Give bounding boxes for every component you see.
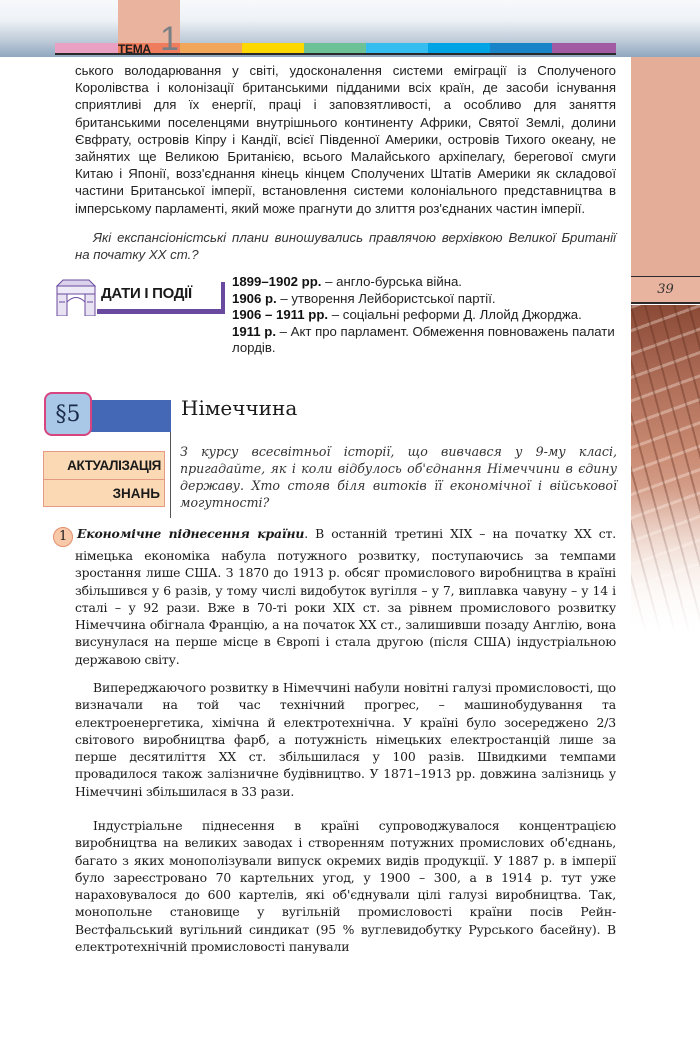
point-number-badge: 1 — [53, 527, 73, 547]
section-divider — [170, 432, 171, 518]
event-date: 1906 – 1911 рр. — [232, 307, 329, 322]
source-question-text: Які експансіоністські плани виношувались правлячою верхівкою Великої Британії на початку XX ст.? — [75, 230, 616, 263]
color-segment — [366, 43, 428, 53]
color-segment — [552, 43, 616, 53]
color-segment — [490, 43, 552, 53]
color-segment — [55, 43, 118, 53]
paragraph-1-text: . В останній третині XIX – на початку XX ст. німецька економіка набула потужного розвитку, поступаючись за темпами зростання лише США. З 1870 до 1913 р. обсяг промислового виробництва в країні збільшився у 6 разів, у тому числі видобуток вугілля – у 7, виплавка чавуну – у 14 і сталі – у 92 рази. Вже в 70-ті роки XIX ст. за рівнем промислового розвитку Німеччина обігнала Францію, а на початок XX ст., залишивши позаду Англію, вона висунулася на перше місце в Європі і стала другою (після США) індустріальною державою світу. — [75, 526, 616, 667]
side-margin-strip — [631, 57, 700, 277]
source-quote-text: ського володарювання у світі, удосконалення системи еміграції із Сполученого Королівства і колонізації британськими підданими всіх країн, де засоби існування сприятливі для їх енергії, праці і заповзятливості, а особливо для заняття британськими поселенцями внутрішнього континенту Африки, Святої Землі, долини Євфрату, островів Кіпру і Кандії, всієї Південної Америки, островів Тихого океану, не зайнятих ще Великою Британією, всього Малайського архіпелагу, берегової смуги Китаю і Японії, возз'єднання кінець кінцем Сполучених Штатів Америки як складової частини Британської імперії, встановлення системи колоніального представництва в імперському парламенті, який може прагнути до злиття роз'єднаних частин імперії. — [75, 63, 616, 216]
dates-events-label: ДАТИ І ПОДІЇ — [101, 285, 192, 302]
event-date: 1911 р. — [232, 323, 276, 339]
event-text: – соціальні реформи Д. Ллойд Джорджа. — [328, 307, 582, 322]
event-date: 1899–1902 рр. — [232, 274, 322, 289]
events-list — [232, 274, 627, 357]
topic-number: 1 — [160, 20, 179, 58]
topic-label: ТЕМА — [118, 42, 151, 56]
source-question — [75, 229, 616, 263]
badge-underline — [97, 309, 225, 314]
event-text: – англо-бурська війна. — [321, 274, 462, 289]
badge-divider — [221, 282, 225, 314]
section-header-bar — [88, 400, 171, 432]
event-date: 1906 р. — [232, 290, 277, 306]
event-text: – утворення Лейбористської партії. — [276, 290, 496, 306]
actualization-label: АКТУАЛІЗАЦІЯ — [44, 452, 164, 480]
color-segment — [304, 43, 366, 53]
color-segment — [242, 43, 304, 53]
actualization-question: З курсу всесвітньої історії, що вивчався у 9-му класі, пригадайте, як і коли відбулось об'єднання Німеччини в єдину державу. Хто стояв біля витоків її економічної і військової могутності? — [180, 444, 617, 510]
event-item — [232, 291, 627, 308]
event-item — [232, 307, 627, 324]
color-segment — [428, 43, 490, 53]
event-item — [232, 324, 627, 357]
paragraph-concentration — [75, 817, 616, 955]
color-segment — [180, 43, 242, 53]
section-title: Німеччина — [181, 396, 298, 420]
arch-icon — [55, 276, 97, 316]
paragraph-2-text: Випереджаючого розвитку в Німеччині набули новітні галузі промисловості, що визначали на той час технічний прогрес, – машинобудування та електроенергетика, хімічна й електротехнічна. У країні було зосереджено 2/3 світового виробництва фарб, а потужність німецьких електростанцій лише за перше десятиліття XX ст. збільшилася у 100 разів. Швидкими темпами провадилося також залізничне будівництво. У 1871–1913 рр. довжина залізниць у Німеччині збільшилася в 33 рази. — [75, 680, 616, 799]
paragraph-1 — [58, 525, 616, 668]
event-text: – Акт про парламент. Обмеження повноважень палати лордів. — [232, 323, 615, 355]
actualization-label-2: ЗНАНЬ — [112, 486, 160, 501]
dates-events-badge — [55, 274, 225, 320]
paragraph-new-industries — [75, 679, 616, 800]
page-number: 39 — [631, 277, 700, 304]
section-number-badge: §5 — [44, 392, 92, 436]
event-item — [232, 274, 627, 291]
paragraph-economic-rise — [58, 525, 616, 668]
industrial-photo — [631, 305, 700, 635]
point-title: Економічне піднесення країни — [77, 526, 305, 541]
actualization-box — [43, 451, 165, 507]
paragraph-3-text: Індустріальне піднесення в країні супроводжувалося концентрацією виробництва на великих заводах і створенням потужних промислових об'єднань, багато з яких монополізували випуск окремих видів продукції. У 1887 р. в імперії було зареєстровано 70 картельних угод, у 1900 – 300, а в 1914 р. тут уже нараховувалося до 600 картелів, які об'єднували цілі галузі виробництва. Так, монопольне становище у вугільній промисловості країни посів Рейн-Вестфальський вугільний синдикат (95 % вуглевидобутку Рурського басейну). В електротехнічній промисловості панували — [75, 818, 616, 955]
source-quote — [75, 62, 616, 217]
